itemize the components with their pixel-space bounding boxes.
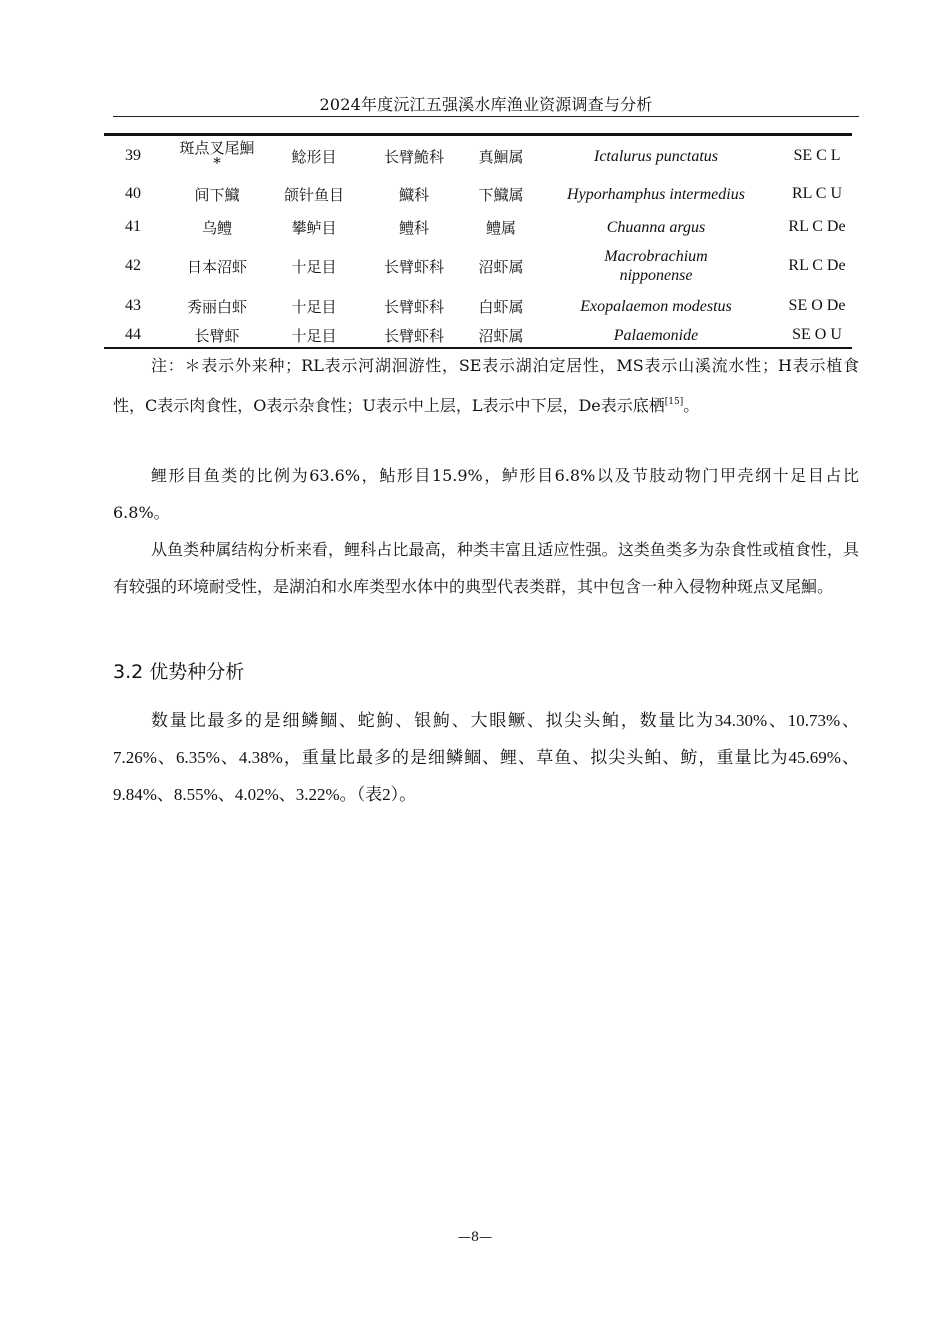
cell-chinese-name: 长臂虾 (194, 326, 240, 345)
header-rule (113, 116, 859, 117)
cell-category: SE O De (788, 297, 846, 314)
cell-latin-name: Ictalurus punctatus (594, 147, 718, 165)
cell-chinese-name: 日本沼虾 (186, 257, 247, 276)
cell-latin-name: Hyporhamphus intermedius (567, 185, 745, 203)
table-note-text: 注：＊表示外来种；RL表示河湖洄游性，SE表示湖泊定居性，MS表示山溪流水性；H表示植食性，C表示肉食性，O表示杂食性；U表示中上层，L表示中下层，De表示底栖 (113, 356, 859, 415)
cell-family: 长臂鮠科 (383, 147, 444, 166)
cell-latin-name: Palaemonide (613, 326, 699, 344)
cell-family: 长臂虾科 (383, 297, 444, 316)
cell-chinese-name: 乌鳢 (201, 218, 232, 237)
species-table (104, 137, 852, 349)
cell-category: RL C De (788, 218, 846, 235)
cell-genus: 沼虾属 (478, 326, 524, 345)
table-row (104, 213, 852, 241)
cell-category: RL C De (788, 257, 846, 274)
cell-no: 40 (125, 185, 141, 202)
cell-genus: 沼虾属 (478, 257, 524, 276)
table-note-end: 。 (683, 396, 700, 415)
cell-order: 十足目 (291, 326, 337, 345)
section-title: 3.2 优势种分析 (113, 661, 245, 683)
table-row (104, 175, 852, 213)
table-row (104, 137, 852, 175)
table-top-rule (104, 133, 852, 136)
paragraph-family-structure: 从鱼类种属结构分析来看，鲤科占比最高，种类丰富且适应性强。这类鱼类多为杂食性或植食性，具有较强的环境耐受性，是湖泊和水库类型水体中的典型代表类群，其中包含一种入侵物种斑点叉尾鮰。 (113, 540, 859, 596)
page-header-title: 2024年度沅江五强溪水库渔业资源调查与分析 (319, 95, 653, 114)
cell-chinese-name: 间下鱵 (194, 185, 240, 204)
page-number: —8— (457, 1230, 493, 1245)
cell-latin-name: Macrobrachium nipponense (604, 248, 708, 284)
cell-genus: 下鱵属 (478, 185, 524, 204)
table-row (104, 321, 852, 349)
cell-latin-name: Exopalaemon modestus (580, 297, 732, 315)
cell-order: 颌针鱼目 (283, 185, 344, 204)
cell-family: 长臂虾科 (383, 257, 444, 276)
paragraph-order-ratio: 鲤形目鱼类的比例为63.6%，鲇形目15.9%，鲈形目6.8%以及节肢动物门甲壳纲十足目占比6.8%。 (113, 466, 859, 522)
cell-order: 十足目 (291, 297, 337, 316)
cell-family: 鳢科 (398, 218, 429, 237)
cell-no: 39 (125, 147, 141, 164)
cell-no: 44 (125, 326, 141, 343)
table-note (113, 347, 859, 424)
cell-category: SE C L (793, 147, 841, 164)
cell-chinese-name: 斑点叉尾鮰 * (179, 139, 255, 172)
cell-genus: 白虾属 (478, 297, 524, 316)
species-table-body (104, 137, 852, 349)
cell-category: SE O U (792, 326, 842, 343)
cell-chinese-name: 秀丽白虾 (186, 297, 247, 316)
table-row (104, 241, 852, 291)
table-note-ref: [15] (664, 397, 684, 407)
cell-no: 43 (125, 297, 141, 314)
cell-latin-name: Chuanna argus (606, 218, 706, 236)
cell-genus: 真鮰属 (478, 147, 524, 166)
cell-genus: 鳢属 (485, 218, 516, 237)
cell-category: RL C U (791, 185, 843, 202)
cell-no: 42 (125, 257, 141, 274)
cell-family: 鱵科 (398, 185, 429, 204)
cell-order: 攀鲈目 (291, 218, 337, 237)
paragraph-dominant-species: 数量比最多的是细鳞鲴、蛇鮈、银鮈、大眼鳜、拟尖头鲌，数量比为34.30%、10.73%、7.26%、6.35%、4.38%，重量比最多的是细鳞鲴、鲤、草鱼、拟尖头鲌、鲂，重量比为45.69%、9.84%、8.55%、4.02%、3.22%。（表2）。 (113, 711, 859, 804)
cell-order: 十足目 (291, 257, 337, 276)
cell-no: 41 (125, 218, 141, 235)
table-row (104, 291, 852, 321)
cell-order: 鲶形目 (291, 147, 337, 166)
cell-family: 长臂虾科 (383, 326, 444, 345)
